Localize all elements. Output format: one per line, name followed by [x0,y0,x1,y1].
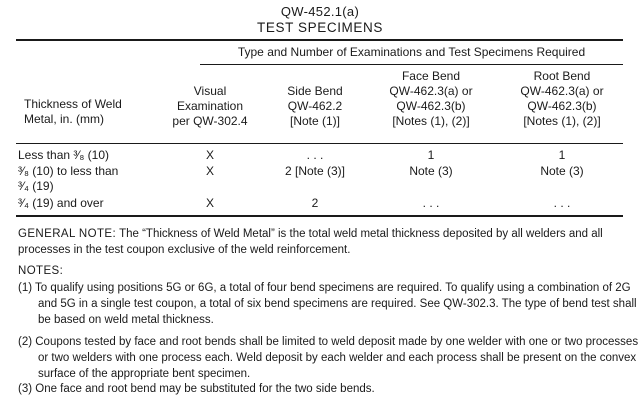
general-note-label: GENERAL NOTE: [18,228,117,240]
top-rule [16,39,623,41]
table-title: TEST SPECIMENS [257,20,383,35]
header-visual-line: Visual [193,84,227,98]
header-thickness-line: Metal, in. (mm) [24,112,105,126]
header-visual-line: per QW-302.4 [172,114,248,128]
header-face-line: [Notes (1), (2)] [392,114,470,128]
row-1-thickness: Less than ³⁄₈ (10) [18,148,110,162]
header-side-line: QW-462.2 [287,99,343,113]
header-thickness [24,97,184,127]
header-thickness-line: Thickness of Weld [24,97,122,111]
row-2-thickness-line: ³⁄₄ (19) [18,179,54,193]
header-root-line: Root Bend [533,69,591,83]
header-face-line: QW-462.3(a) or [389,84,473,98]
row-3-thickness: ³⁄₄ (19) and over [18,196,104,210]
row-1-root-bend: 1 [558,148,566,162]
row-3-side-bend: 2 [311,196,319,210]
row-3-face-bend: . . . [422,196,440,210]
header-root-line: [Notes (1), (2)] [523,114,601,128]
row-1-visual: X [205,148,214,162]
notes-heading: NOTES: [18,265,64,277]
header-face-line: QW-462.3(b) [396,99,466,113]
header-face-bend [372,69,490,129]
header-visual-line: Examination [176,99,244,113]
header-rule [16,143,623,144]
header-side-line: [Note (1)] [289,114,340,128]
row-2-root-bend: Note (3) [540,164,584,178]
header-side-bend [260,84,370,129]
row-1-side-bend: . . . [306,148,324,162]
general-note [18,226,624,258]
row-3-visual: X [205,196,214,210]
table-code: QW-452.1(a) [280,4,360,19]
row-3-root-bend: . . . [553,196,571,210]
note-2: (2) Coupons tested by face and root bends shall be limited to weld deposit made by one welder with one or two processes or two welders with one process each. Weld deposit by each welder and each process shall be present on the convex surface of the appropriate bent specimen. [18,336,639,380]
header-visual [168,84,252,129]
row-1-face-bend: 1 [427,148,435,162]
header-side-line: Side Bend [287,84,343,98]
note-3: (3) One face and root bend may be substituted for the two side bends. [18,383,375,395]
row-2-thickness-line: ³⁄₈ (10) to less than [18,164,119,178]
span-header-rule [200,64,623,65]
general-note-text: The “Thickness of Weld Metal” is the total weld metal thickness deposited by all welders and all processes in the test coupon exclusive of the weld reinforcement. [18,228,603,256]
header-root-line: QW-462.3(b) [527,99,597,113]
note-1: (1) To qualify using positions 5G or 6G, a total of four bend specimens are required. To qualify using a combination of 2G and 5G in a single test coupon, a total of six bend specimens are required. See QW-302.3. The type of bend test shall be based on weld metal thickness. [18,282,637,326]
header-root-bend [500,69,624,129]
row-2-side-bend: 2 [Note (3)] [284,164,346,178]
bottom-rule [16,215,623,217]
row-2-visual: X [205,164,214,178]
header-face-line: Face Bend [401,69,461,83]
span-header: Type and Number of Examinations and Test Specimens Required [237,45,586,59]
header-root-line: QW-462.3(a) or [520,84,604,98]
row-2-face-bend: Note (3) [409,164,453,178]
